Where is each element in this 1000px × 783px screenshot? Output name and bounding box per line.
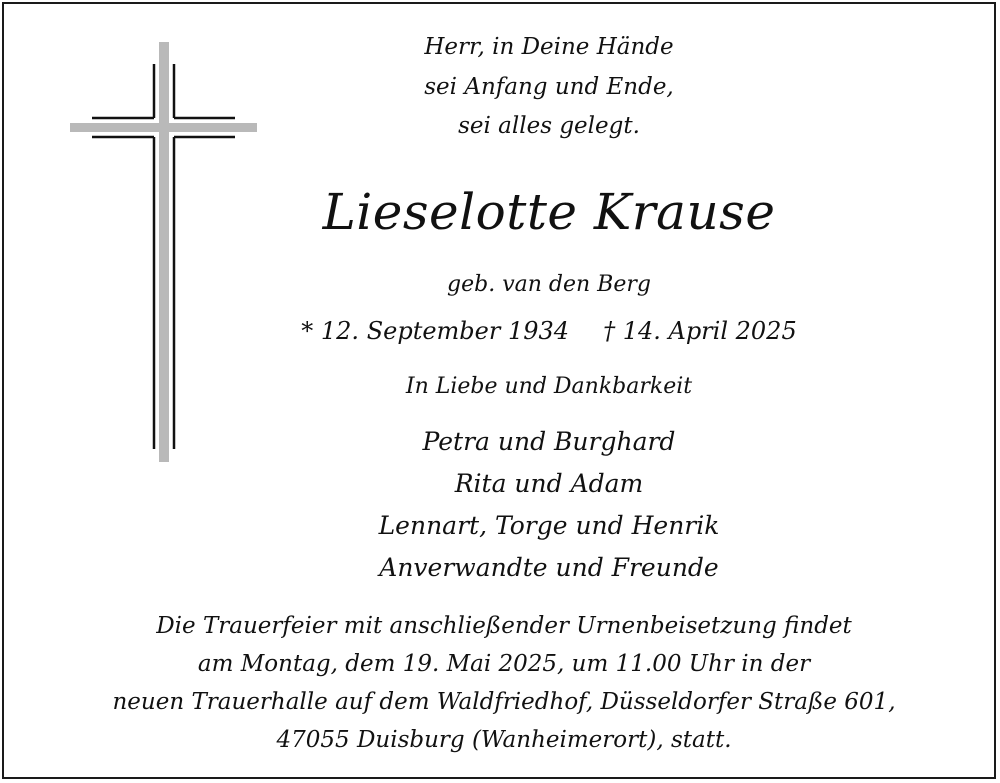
dedication: In Liebe und Dankbarkeit: [405, 374, 693, 399]
deceased-name: Lieselotte Krause: [322, 183, 776, 241]
death-date: † 14. April 2025: [603, 317, 797, 345]
ceremony-line-3: neuen Trauerhalle auf dem Waldfriedhof, Düsseldorfer Straße 601,: [112, 689, 896, 715]
motto-line-1: Herr, in Deine Hände: [424, 34, 674, 60]
cross-icon: [4, 4, 304, 484]
mourner-line: Lennart, Torge und Henrik: [378, 511, 720, 540]
mourner-line: Petra und Burghard: [422, 427, 676, 456]
mourner-line: Rita und Adam: [454, 469, 644, 498]
birth-date: * 12. September 1934: [301, 317, 570, 345]
mourner-line: Anverwandte und Freunde: [379, 553, 719, 582]
ceremony-line-1: Die Trauerfeier mit anschließender Urnenbeisetzung findet: [156, 613, 852, 639]
birth-name: geb. van den Berg: [447, 272, 651, 297]
motto-line-2: sei Anfang und Ende,: [424, 74, 674, 100]
motto-line-3: sei alles gelegt.: [458, 113, 640, 139]
obituary-notice: [2, 2, 996, 779]
ceremony-line-4: 47055 Duisburg (Wanheimerort), statt.: [276, 727, 732, 753]
life-dates: [294, 319, 804, 343]
ceremony-line-2: am Montag, dem 19. Mai 2025, um 11.00 Uhr in der: [197, 651, 811, 677]
